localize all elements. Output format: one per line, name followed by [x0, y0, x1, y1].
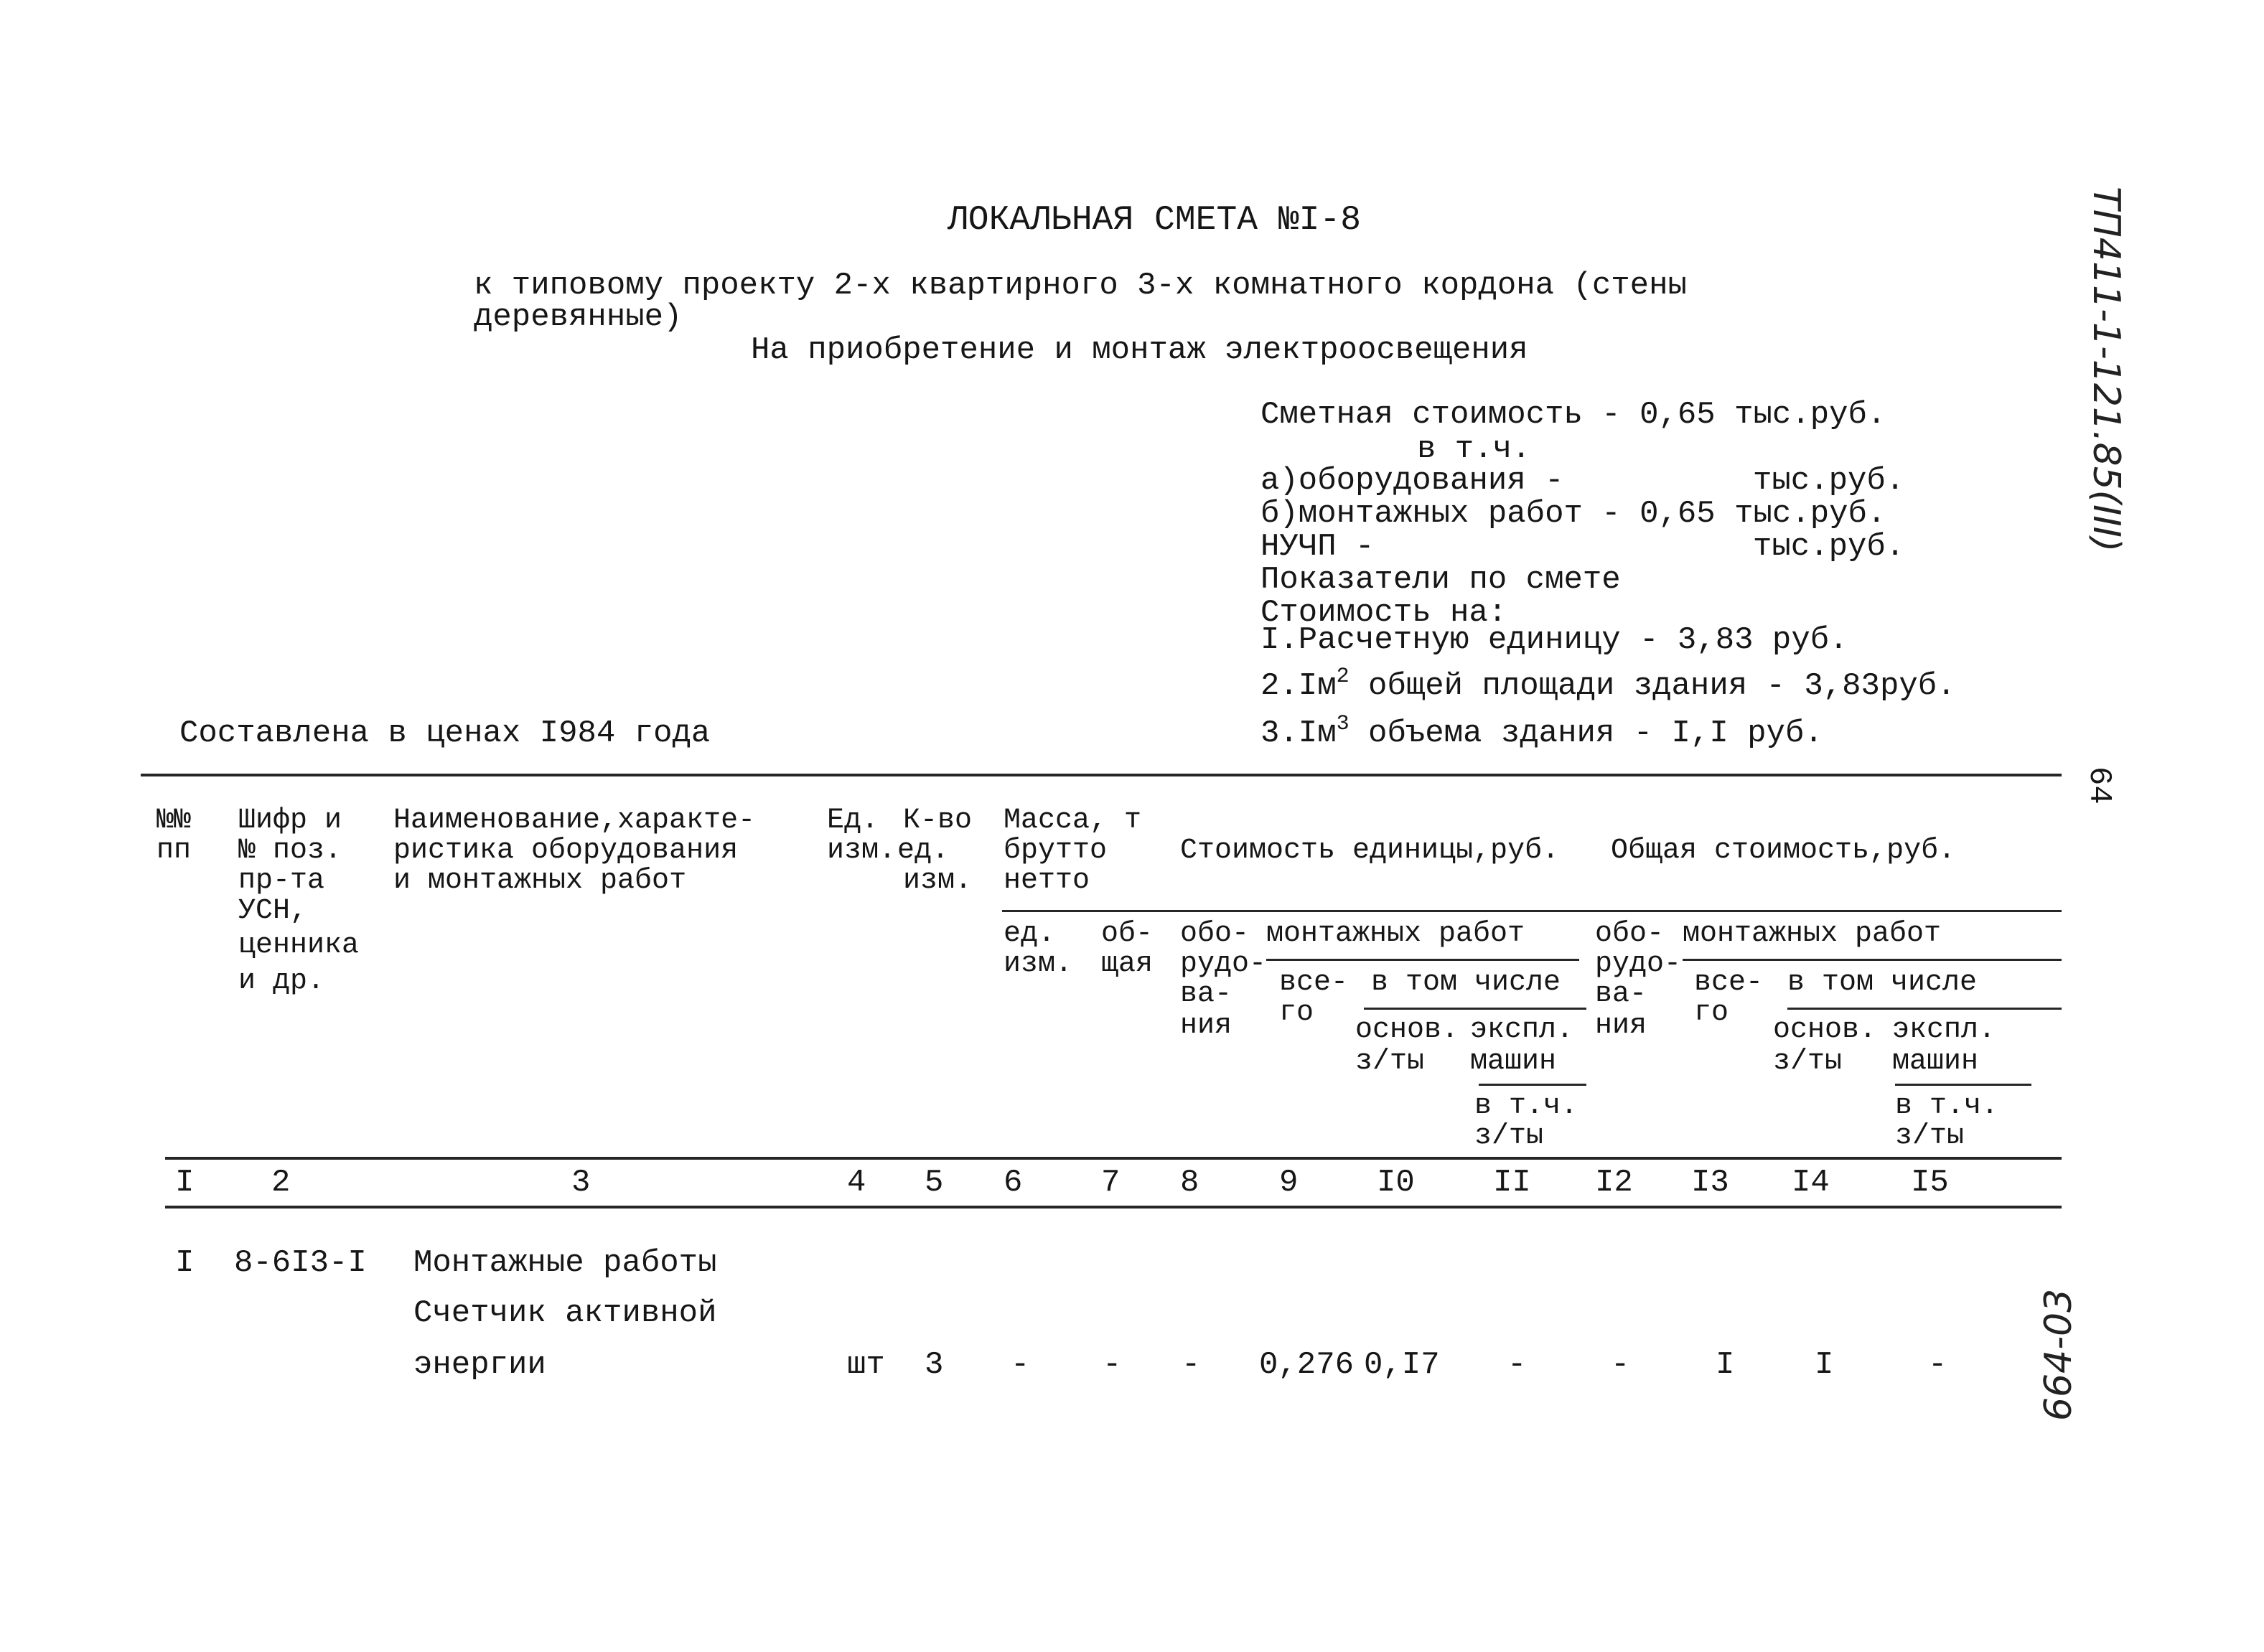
hdr-unit-equip-line4: ния [1180, 1010, 1232, 1042]
hdr-unit-cost-title: Стоимость единицы,руб. [1180, 835, 1560, 867]
row-total-machine: - [1928, 1347, 1947, 1383]
table-top-rule [141, 774, 2062, 776]
document-title: ЛОКАЛЬНАЯ СМЕТА №I-8 [948, 201, 1362, 240]
hdr-unit-equip-line3: ва- [1180, 978, 1232, 1010]
row-total-install-all: I [1716, 1347, 1735, 1383]
row-name-line2: Счетчик активной [413, 1295, 717, 1331]
rule-unit-machine [1479, 1084, 1586, 1086]
colnum-3: 3 [571, 1165, 591, 1201]
hdr-total-mwage-line1: в т.ч. [1895, 1090, 1999, 1122]
hdr-unit-mwage-line1: в т.ч. [1474, 1090, 1578, 1122]
column-numbers-rule [165, 1206, 2062, 1209]
row-unit-install-wage: 0,I7 [1364, 1347, 1440, 1383]
row-total-install-wage: I [1815, 1347, 1834, 1383]
hdr-col3-line3: и монтажных работ [393, 865, 687, 897]
row-name-line1: Монтажные работы [413, 1245, 717, 1281]
hdr-col1-line2: пп [156, 835, 192, 867]
rule-unit-incl [1364, 1008, 1586, 1010]
hdr-total-equip-line4: ния [1595, 1010, 1647, 1042]
equipment-cost-label: а)оборудования - [1260, 463, 1564, 499]
total-cost: Сметная стоимость - 0,65 тыс.руб. [1260, 397, 1886, 433]
hdr-col5-line2: ед. [897, 835, 950, 867]
unit-cost-indicator: I.Расчетную единицу - 3,83 руб. [1260, 622, 1848, 658]
colnum-12: I2 [1595, 1165, 1633, 1201]
equipment-cost-unit: тыс.руб. [1753, 463, 1905, 499]
purpose-line: На приобретение и монтаж электроосвещения [751, 332, 1528, 368]
area-prefix: 2.Iм [1260, 668, 1337, 704]
row-unit: шт [847, 1347, 885, 1383]
prices-year: Составлена в ценах I984 года [179, 715, 711, 751]
hdr-unit-incl: в том числе [1371, 967, 1561, 999]
hdr-total-basic-line1: основ. [1773, 1014, 1877, 1046]
row-unit-machine: - [1507, 1347, 1527, 1383]
colnum-4: 4 [847, 1165, 866, 1201]
hdr-col3-line1: Наименование,характе- [393, 804, 756, 837]
row-unit-equip: - [1182, 1347, 1201, 1383]
row-qty: 3 [925, 1347, 944, 1383]
hdr-col5-line1: К-во [903, 804, 973, 837]
hdr-total-basic-line2: з/ты [1773, 1046, 1843, 1078]
hdr-total-machine-line2: машин [1892, 1046, 1979, 1078]
document-code: ТП411-1-121.85(III) [2085, 187, 2128, 553]
rule-total-incl [1787, 1008, 2062, 1010]
area-superscript: 2 [1336, 665, 1349, 689]
sheet-code: 664-03 [2037, 1288, 2080, 1421]
hdr-unit-mwage-line2: з/ты [1474, 1120, 1544, 1153]
including-label: в т.ч. [1417, 431, 1531, 467]
colnum-9: 9 [1279, 1165, 1299, 1201]
colnum-5: 5 [925, 1165, 944, 1201]
area-rest: общей площади здания - 3,83руб. [1349, 668, 1956, 704]
hdr-mass-unit-line1: ед. [1004, 918, 1056, 950]
area-cost-indicator [1260, 665, 1956, 704]
row-mass-total: - [1103, 1347, 1122, 1383]
colnum-1: I [175, 1165, 195, 1201]
hdr-col1-line1: №№ [156, 804, 192, 837]
hdr-total-all-line1: все- [1694, 967, 1764, 999]
hdr-unit-equip-line1: обо- [1180, 918, 1250, 950]
hdr-col2-line4: УСН, [238, 895, 308, 927]
header-bottom-rule [165, 1157, 2062, 1160]
subtitle-line-1: к типовому проекту 2-х квартирного 3-х комнатного кордона (стены [474, 268, 1687, 304]
hdr-col2-line5: ценника [238, 929, 360, 962]
hdr-total-equip-line2: рудо- [1595, 948, 1682, 980]
hdr-col4-line1: Ед. [827, 804, 879, 837]
row-mass-unit: - [1011, 1347, 1030, 1383]
hdr-total-machine-line1: экспл. [1892, 1014, 1996, 1046]
rule-total-install [1683, 959, 2062, 961]
row-total-equip: - [1611, 1347, 1630, 1383]
colnum-2: 2 [271, 1165, 291, 1201]
colnum-8: 8 [1180, 1165, 1199, 1201]
rule-total-machine [1895, 1084, 2031, 1086]
hdr-col2-line1: Шифр и [238, 804, 342, 837]
rule-under-cost-titles [1002, 910, 2062, 912]
nuchp-unit: тыс.руб. [1753, 529, 1905, 565]
colnum-6: 6 [1004, 1165, 1023, 1201]
hdr-unit-machine-line2: машин [1470, 1046, 1557, 1078]
colnum-7: 7 [1101, 1165, 1121, 1201]
page-number: 64 [2081, 766, 2117, 804]
hdr-total-mwage-line2: з/ты [1895, 1120, 1965, 1153]
hdr-total-equip-line1: обо- [1595, 918, 1665, 950]
row-code: 8-6I3-I [234, 1245, 367, 1281]
hdr-col3-line2: ристика оборудования [393, 835, 739, 867]
hdr-total-all-line2: го [1694, 997, 1729, 1029]
hdr-total-incl: в том числе [1787, 967, 1978, 999]
hdr-unit-equip-line2: рудо- [1180, 948, 1267, 980]
hdr-unit-all-line2: го [1279, 997, 1314, 1029]
colnum-10: I0 [1377, 1165, 1415, 1201]
row-unit-install-all: 0,276 [1259, 1347, 1355, 1383]
nuchp-label: НУЧП - [1260, 529, 1375, 565]
hdr-col4-line2: изм. [827, 835, 897, 867]
row-name-line3: энергии [413, 1347, 546, 1383]
subtitle-line-2: деревянные) [474, 299, 683, 335]
hdr-unit-all-line1: все- [1279, 967, 1349, 999]
indicators-heading: Показатели по смете [1260, 562, 1621, 598]
hdr-unit-machine-line1: экспл. [1470, 1014, 1574, 1046]
rule-unit-install [1266, 959, 1579, 961]
row-num: I [175, 1245, 195, 1281]
hdr-unit-basic-line2: з/ты [1355, 1046, 1425, 1078]
hdr-total-equip-line3: ва- [1595, 978, 1647, 1010]
colnum-14: I4 [1792, 1165, 1830, 1201]
hdr-unit-basic-line1: основ. [1355, 1014, 1459, 1046]
colnum-15: I5 [1911, 1165, 1949, 1201]
hdr-mass-line3: нетто [1004, 865, 1090, 897]
hdr-total-cost-title: Общая стоимость,руб. [1611, 835, 1956, 867]
hdr-col2-line6: и др. [238, 965, 325, 998]
volume-prefix: 3.Iм [1260, 715, 1337, 751]
hdr-col2-line3: пр-та [238, 865, 325, 897]
volume-superscript: 3 [1336, 712, 1349, 736]
hdr-unit-install-title: монтажных работ [1266, 918, 1525, 950]
hdr-mass-unit-line2: изм. [1004, 948, 1073, 980]
hdr-mass-line2: брутто [1004, 835, 1108, 867]
cost-for-heading: Стоимость на: [1260, 595, 1507, 631]
hdr-col2-line2: № поз. [238, 835, 342, 867]
hdr-mass-total-line2: щая [1101, 948, 1154, 980]
volume-cost-indicator [1260, 712, 1823, 751]
hdr-total-install-title: монтажных работ [1683, 918, 1942, 950]
colnum-11: II [1493, 1165, 1531, 1201]
installation-cost: б)монтажных работ - 0,65 тыс.руб. [1260, 496, 1886, 532]
colnum-13: I3 [1691, 1165, 1729, 1201]
hdr-col5-line3: изм. [903, 865, 973, 897]
hdr-mass-total-line1: об- [1101, 918, 1154, 950]
hdr-mass-line1: Масса, т [1004, 804, 1142, 837]
volume-rest: объема здания - I,I руб. [1349, 715, 1823, 751]
